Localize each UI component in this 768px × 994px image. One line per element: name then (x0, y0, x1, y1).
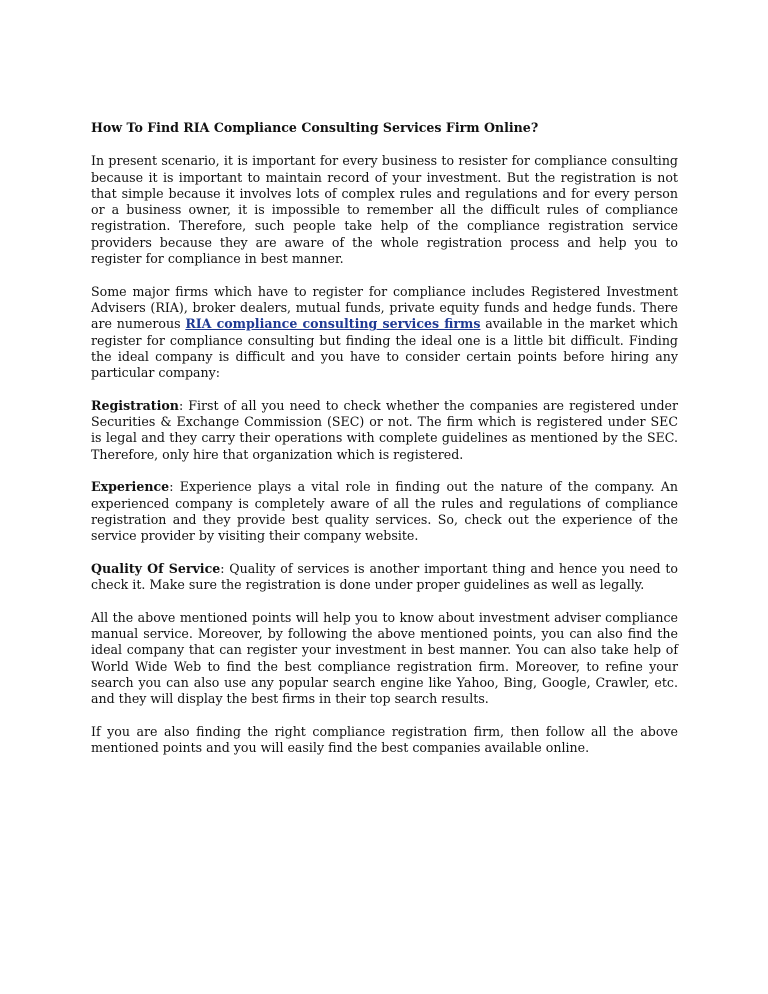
firms-paragraph (91, 284, 678, 382)
quality-text: : Quality of services is another important thing and hence you need to check it. Make sure the registration is done under proper guidelines as well as legally. (91, 560, 678, 593)
summary-paragraph: All the above mentioned points will help you to know about investment adviser compliance manual service. Moreover, by following the above mentioned points, you can also find the ideal company that can register your investment in best manner. You can also take help of World Wide Web to find the best compliance registration firm. Moreover, to refine your search you can also use any popular search engine like Yahoo, Bing, Google, Crawler, etc. and they will display the best firms in their top search results. (91, 609, 678, 707)
experience-paragraph (91, 479, 678, 544)
registration-text: : First of all you need to check whether the companies are registered under Securities & Exchange Commission (SEC) or not. The firm which is registered under SEC is legal and they carry their operations with complete guidelines as mentioned by the SEC. Therefore, only hire that organization which is registered. (91, 397, 678, 462)
article-title: How To Find RIA Compliance Consulting Services Firm Online? (91, 120, 539, 135)
firms-text-after-link: available in the market which register for compliance consulting but finding the ideal one is a little bit difficult. Finding the ideal company is difficult and you have to consider certain points before hiring any particular company: (91, 316, 678, 381)
quality-term: Quality Of Service (91, 560, 221, 576)
document-page (91, 120, 678, 773)
experience-text: : Experience plays a vital role in finding out the nature of the company. An experienced company is completely aware of all the rules and regulations of compliance registration and they provide best quality services. So, check out the experience of the service provider by visiting their company website. (91, 479, 678, 544)
registration-paragraph (91, 398, 678, 463)
firms-text-before-link: Some major firms which have to register for compliance includes Registered Investment Advisers (RIA), broker dealers, mutual funds, private equity funds and hedge funds. There are numerous (91, 283, 678, 332)
experience-term: Experience (91, 479, 170, 495)
ria-consulting-firms-link[interactable]: RIA compliance consulting services firms (185, 316, 481, 332)
registration-term: Registration (91, 397, 179, 413)
intro-paragraph: In present scenario, it is important for every business to resister for compliance consulting because it is important to maintain record of your investment. But the registration is not that simple because it involves lots of complex rules and regulations and for every person or a business owner, it is impossible to remember all the difficult rules of compliance registration. Therefore, such people take help of the compliance registration service providers because they are aware of the whole registration process and help you to register for compliance in best manner. (91, 153, 678, 267)
closing-paragraph: If you are also finding the right compliance registration firm, then follow all the above mentioned points and you will easily find the best companies available online. (91, 723, 678, 755)
quality-paragraph (91, 561, 678, 594)
